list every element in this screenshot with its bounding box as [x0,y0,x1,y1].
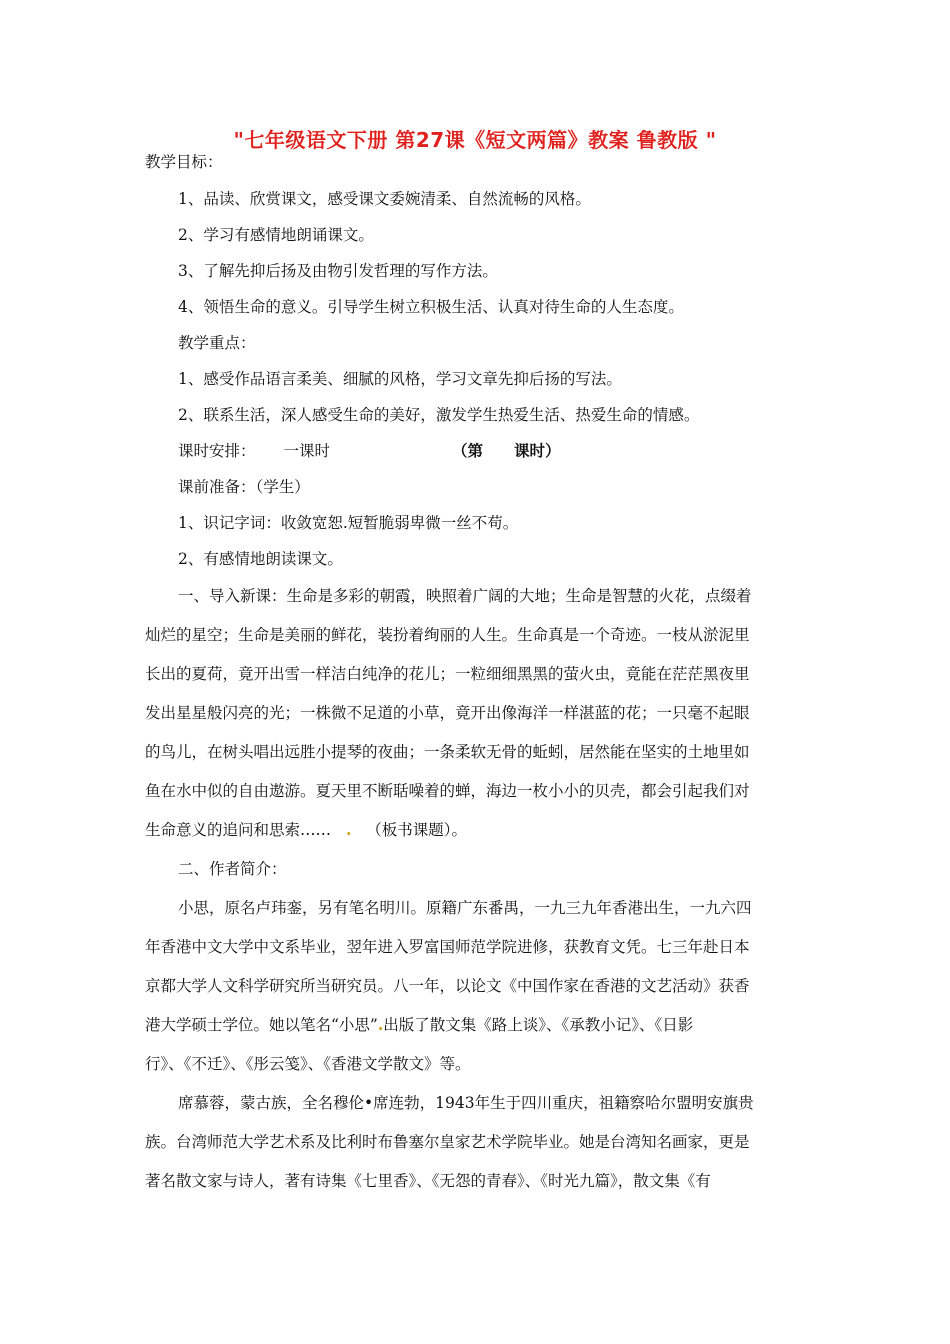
prep-heading: 课前准备：（学生） [178,478,310,496]
goals-heading: 教学目标： [145,153,223,171]
author-heading: 二、作者简介： [178,860,287,878]
intro-line: 一、导入新课：生命是多彩的朝霞，映照着广阔的大地；生命是智慧的火花，点缀着 [178,587,752,605]
schedule-label: 课时安排： [178,442,256,460]
intro-line: 鱼在水中似的自由遨游。夏天里不断聒噪着的蝉，海边一枚小小的贝壳，都会引起我们对 [145,782,750,800]
xiaosi-last-line: 行》、《不迁》、《彤云笺》、《香港文学散文》等。 [145,1055,471,1073]
goal-item: 3、了解先抑后扬及由物引发哲理的写作方法。 [178,262,498,280]
intro-line: 发出星星般闪亮的光；一株微不足道的小草，竟开出像海洋一样湛蓝的花；一只毫不起眼 [145,704,750,722]
xi-line: 著名散文家与诗人，著有诗集《七里香》、《无怨的青春》、《时光九篇》，散文集《有 [145,1172,711,1190]
focus-item: 2、联系生活，深人感受生命的美好，激发学生热爱生活、热爱生命的情感。 [178,406,700,424]
xiaosi-line: 小思，原名卢玮銮，另有笔名明川。原籍广东番禺，一九三九年香港出生，一九六四 [178,899,752,917]
intro-line: 灿烂的星空；生命是美丽的鲜花，装扮着绚丽的人生。生命真是一个奇迹。一枝从淤泥里 [145,626,750,644]
intro-last-line [145,820,467,840]
xiaosi-line-4 [145,1015,693,1035]
intro-last-tail: （板书课题）。 [366,821,468,839]
xiaosi-line: 年香港中文大学中文系毕业，翌年进入罗富国师范学院进修，获教育文凭。七三年赴日本 [145,938,750,956]
highlight-dot: . [345,820,352,839]
focus-item: 1、感受作品语言柔美、细腻的风格，学习文章先抑后扬的写法。 [178,370,622,388]
schedule-value: 一课时 [283,442,331,460]
highlight-dot: . [377,1015,384,1034]
intro-last-text: 生命意义的追问和思索…… [145,821,332,839]
prep-item: 2、有感情地朗读课文。 [178,550,343,568]
xi-line: 族。台湾师范大学艺术系及比利时布鲁塞尔皇家艺术学院毕业。她是台湾知名画家，更是 [145,1133,750,1151]
schedule-row [178,441,330,461]
xi-line: 席慕蓉，蒙古族，全名穆伦•席连勃，1943年生于四川重庆，祖籍察哈尔盟明安旗贵 [178,1094,754,1112]
document-title: "七年级语文下册 第27课《短文两篇》教案 鲁教版 " [233,128,717,152]
focus-heading: 教学重点： [178,334,256,352]
xiaosi-line-4-pre: 港大学硕士学位。她以笔名“小思” [145,1016,378,1034]
goal-item: 1、品读、欣赏课文，感受课文委婉清柔、自然流畅的风格。 [178,190,591,208]
xiaosi-line-4-post: 出版了散文集《路上谈》、《承教小记》、《日影 [383,1016,694,1034]
intro-line: 长出的夏荷，竟开出雪一样洁白纯净的花儿；一粒细细黑黑的萤火虫，竟能在茫茫黑夜里 [145,665,750,683]
schedule-bracket: （第 课时） [452,442,561,460]
intro-line: 的鸟儿，在树头唱出远胜小提琴的夜曲；一条柔软无骨的蚯蚓，居然能在坚实的土地里如 [145,743,750,761]
goal-item: 4、领悟生命的意义。引导学生树立积极生活、认真对待生命的人生态度。 [178,298,684,316]
goal-item: 2、学习有感情地朗诵课文。 [178,226,374,244]
prep-item: 1、识记字词：收敛宽恕.短暂脆弱卑微一丝不苟。 [178,514,519,532]
xiaosi-line: 京都大学人文科学研究所当研究员。八一年，以论文《中国作家在香港的文艺活动》获香 [145,977,750,995]
